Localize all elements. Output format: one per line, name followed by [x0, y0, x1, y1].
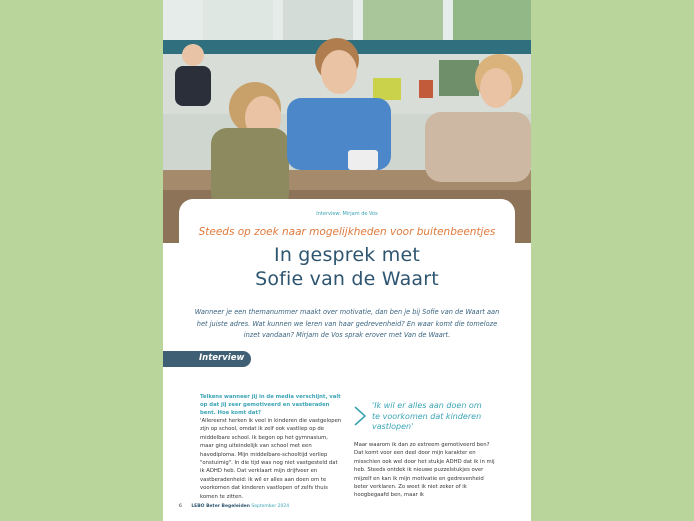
- quote-chevron-icon: [353, 405, 367, 431]
- title-line-1: In gesprek met: [274, 244, 420, 266]
- article-kicker: Steeds op zoek naar mogelijkheden voor buitenbeentjes: [198, 226, 496, 238]
- article-title: [163, 243, 531, 291]
- article-intro: Wanneer je een themanummer maakt over motivatie, dan ben je bij Sofie van de Waart aan het juiste adres. Wat kunnen we leren van haar gedrevenheid? En waar komt die tomeloze inzet vandaan? Mirjam de Vos sprak erover met Van de Waart.: [194, 308, 500, 340]
- issue-date: September 2024: [251, 504, 290, 509]
- interview-answer-continued: Maar waarom ik dan zo extreem gemotiveerd ben? Dat komt voor een deel door mijn karakter en misschien ook wel door het stukje ADHD dat ik in mij heb. Steeds ontdek ik nieuwe puzzelstukjes over mijzelf en kan ik mijn motivatie en gedrevenheid beter verklaren. Zo weet ik niet zeker of ik hoogbegaafd ben, maar ik: [354, 442, 495, 499]
- page-footer: [179, 504, 289, 509]
- pull-quote: 'Ik wil er alles aan doen om te voorkomen dat kinderen vastlopen': [372, 401, 482, 431]
- page-number: 6: [179, 504, 182, 509]
- magazine-page: [163, 0, 531, 521]
- interview-question: Telkens wanneer jij in de media verschijnt, valt op dat jij zeer gemotiveerd en vastberaden bent. Hoe komt dat?: [200, 394, 341, 416]
- interview-answer: 'Allereerst herken ik veel in kinderen die vastgelopen zijn op school, omdat ik zelf ook vastliep op de middelbare school. Ik begon op het gymnasium, maar ging uiteindelijk van school met een havodiploma. Mijn middelbare-schooltijd verliep "onstuimig". In die tijd was nog niet vastgesteld dat ik ADHD heb. Dat verklaart mijn drijfveer en vastberadenheid: ik wil er alles aan doen om te voorkomen dat kinderen vastlopen of zelfs thuis komen te zitten.: [200, 418, 342, 500]
- section-tab-label: Interview: [199, 353, 245, 363]
- section-tab: [163, 351, 251, 367]
- byline: Interview: Mirjam de Vos: [316, 211, 378, 217]
- column-right: [354, 441, 499, 500]
- publication-name: LEBO Beter Begeleiden: [191, 504, 250, 509]
- column-left: [200, 393, 343, 501]
- title-line-2: Sofie van de Waart: [255, 268, 439, 290]
